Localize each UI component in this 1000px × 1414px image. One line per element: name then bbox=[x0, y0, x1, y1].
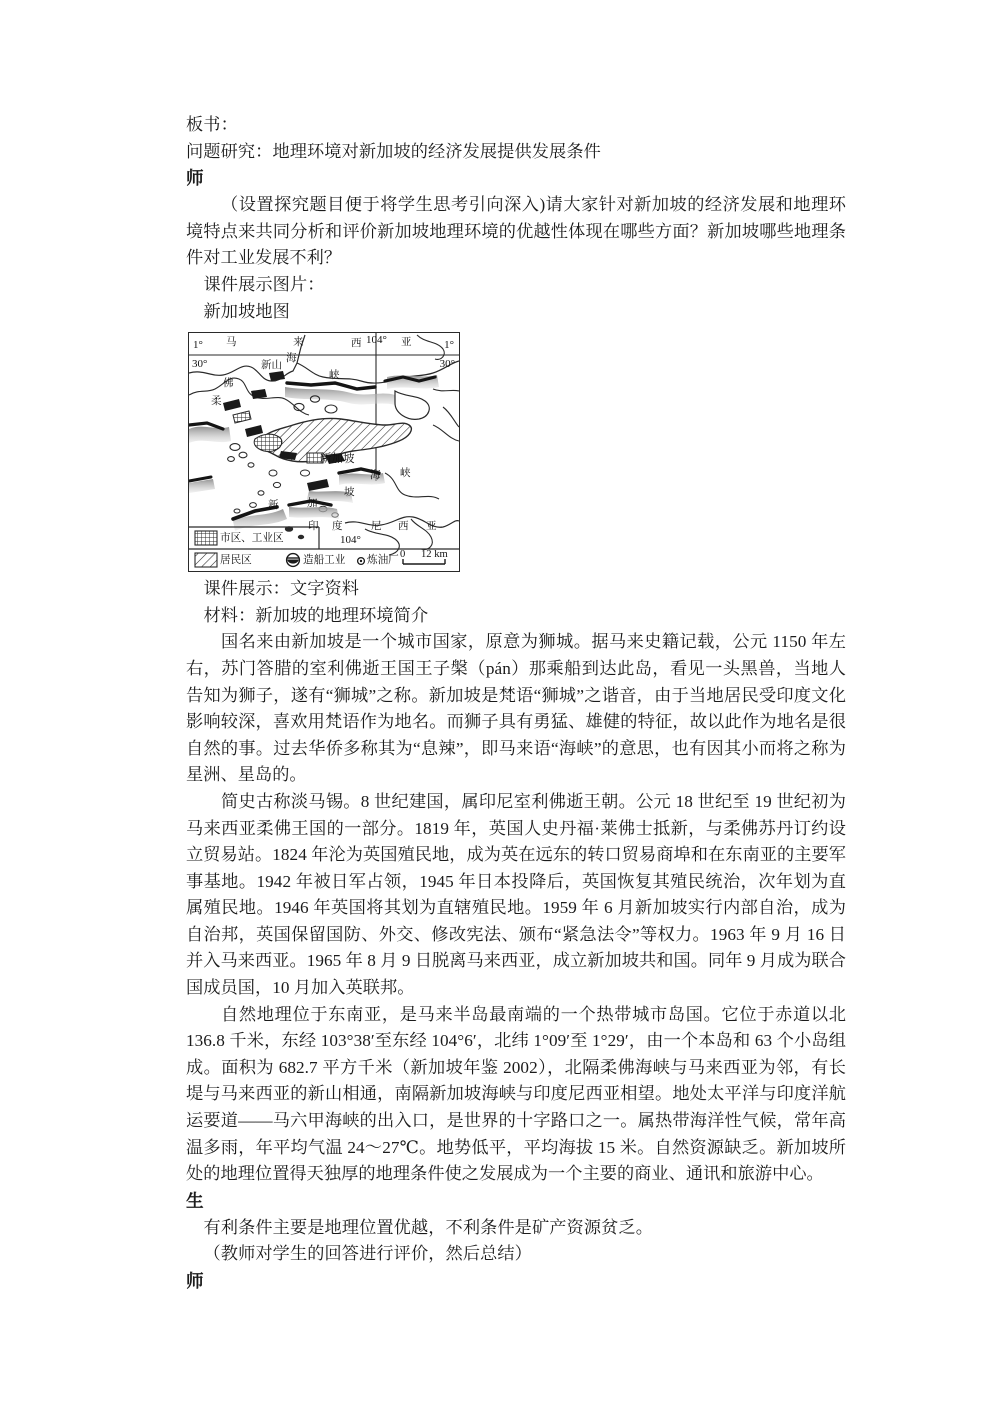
singapore-map-figure bbox=[188, 332, 846, 572]
map-label-sg-strait-1: 新 bbox=[268, 500, 279, 512]
legend-urban-industrial-label: 市区、工业区 bbox=[220, 533, 284, 545]
scale-bar-end: 12 km bbox=[421, 549, 448, 561]
map-label-min-left: 30° bbox=[192, 358, 208, 371]
map-label-singapore: 新加坡 bbox=[320, 453, 355, 466]
legend-shipbuilding-label: 造船工业 bbox=[303, 555, 346, 567]
speaker-teacher-second: 师 bbox=[186, 1271, 204, 1291]
caption-courseware-image: 课件展示图片： bbox=[203, 274, 325, 294]
map-label-johor-2: 柔 bbox=[211, 396, 222, 408]
map-label-indonesia-4: 西 bbox=[398, 521, 409, 533]
map-label-indonesia-3: 尼 bbox=[371, 521, 382, 533]
map-label-min-right: 30° bbox=[439, 358, 455, 371]
shipbuilding-symbol bbox=[287, 554, 300, 567]
caption-courseware-text: 课件展示：文字资料 bbox=[203, 579, 360, 599]
heading-research-topic: 问题研究：地理环境对新加坡的经济发展提供发展条件 bbox=[186, 141, 601, 161]
map-label-strait-south: 峡 bbox=[400, 468, 411, 480]
speaker-student: 生 bbox=[186, 1190, 204, 1211]
map-label-johor-bahru: 新山 bbox=[261, 360, 282, 372]
map-label-strait-north: 峡 bbox=[329, 370, 340, 382]
map-label-sea-south: 海 bbox=[370, 470, 381, 482]
map-label-johor-1: 佛 bbox=[223, 378, 234, 390]
paragraph-history: 简史古称淡马锡。8 世纪建国，属印尼室利佛逝王朝。公元 18 世纪至 19 世纪初为马来西亚柔佛王国的一部分。1819 年，英国人史丹福·莱佛士抵新，与柔佛苏丹订约设立贸易站。1824 年沦为英国殖民地，成为英在远东的转口贸易商埠和在东南亚的主要军事基地。1942 年被日军占领，1945 年日本投降后，英国恢复其殖民统治，次年划为直属殖民地。1946 年英国将其划为直辖殖民地。1959 年 6 月新加坡实行内部自治，成为自治邦，英国保留国防、外交、修改宪法、颁布“紧急法令”等权力。1963 年 9 月 16 日并入马来西亚。1965 年 8 月 9 日脱离马来西亚，成立新加坡共和国。同年 9 月成为联合国成员国，10 月加入英联邦。 bbox=[186, 791, 846, 998]
caption-material: 材料：新加坡的地理环境简介 bbox=[203, 605, 429, 625]
speaker-teacher-first: 师 bbox=[186, 168, 204, 189]
paragraph-teacher-note: （教师对学生的回答进行评价，然后总结） bbox=[203, 1244, 532, 1264]
legend-refinery-label: 炼油厂 bbox=[367, 555, 399, 567]
caption-map-title: 新加坡地图 bbox=[203, 301, 290, 321]
map-label-sg-strait-2: 加 bbox=[307, 498, 318, 510]
map-label-malaysia-3: 西 bbox=[351, 338, 362, 350]
legend-residential-label: 居民区 bbox=[220, 555, 252, 567]
map-label-malaysia-2: 来 bbox=[293, 337, 304, 349]
map-label-indonesia-5: 亚 bbox=[426, 521, 437, 533]
map-label-longitude-top: 104° bbox=[366, 334, 387, 347]
paragraph-natural-geography: 自然地理位于东南亚，是马来半岛最南端的一个热带城市岛国。它位于赤道以北 136.8 千米，东经 103°38′至东经 104°6′，北纬 1°09′至 1°29′，由一个本岛和 63 个小岛组成。面积为 682.7 平方千米（新加坡年鉴 2002），北隔柔佛海峡与马来西亚为邻，有长堤与马来西亚的新山相通，南隔新加坡海峡与印度尼西亚相望。地处太平洋与印度洋航运要道——马六甲海峡的出入口，是世界的十字路口之一。属热带海洋性气候，常年高温多雨，年平均气温 24～27℃。地势低平，平均海拔 15 米。自然资源缺乏。新加坡所处的地理位置得天独厚的地理条件使之发展成为一个主要的商业、通讯和旅游中心。 bbox=[186, 1004, 846, 1184]
map-label-sg-strait-3: 坡 bbox=[344, 487, 355, 499]
map-label-malaysia-1: 马 bbox=[226, 337, 237, 349]
map-label-malaysia-4: 亚 bbox=[401, 337, 412, 349]
heading-blackboard: 板书： bbox=[186, 115, 238, 134]
map-label-lat-top-right: 1° bbox=[444, 339, 454, 352]
map-label-lat-top-left: 1° bbox=[193, 339, 203, 352]
singapore-map bbox=[188, 332, 460, 572]
document-body bbox=[186, 112, 846, 1295]
paragraph-student-answer: 有利条件主要是地理位置优越，不利条件是矿产资源贫乏。 bbox=[203, 1217, 653, 1237]
paragraph-name-origin: 国名来由新加坡是一个城市国家，原意为狮城。据马来史籍记载，公元 1150 年左右，苏门答腊的室利佛逝王国王子槃（pán）那乘船到达此岛，看见一头黑兽，当地人告知为狮子，遂有“狮城”之称。新加坡是梵语“狮城”之谐音，由于当地居民受印度文化影响较深，喜欢用梵语作为地名。而狮子具有勇猛、雄健的特征，故以此作为地名是很自然的事。过去华侨多称其为“息辣”，即马来语“海峡”的意思，也有因其小而将之称为星洲、星岛的。 bbox=[186, 632, 846, 785]
map-label-indonesia-1: 印 bbox=[308, 521, 319, 533]
map-label-indonesia-2: 度 bbox=[332, 521, 343, 533]
map-label-sea-north: 海 bbox=[286, 353, 297, 365]
map-label-longitude-bottom: 104° bbox=[340, 534, 361, 547]
scale-bar-start: 0 bbox=[400, 549, 406, 561]
paragraph-inquiry-prompt: （设置探究题目便于将学生思考引向深入)请大家针对新加坡的经济发展和地理环境特点来共同分析和评价新加坡地理环境的优越性体现在哪些方面？新加坡哪些地理条件对工业发展不利？ bbox=[186, 195, 846, 268]
refinery-symbol bbox=[358, 558, 365, 565]
